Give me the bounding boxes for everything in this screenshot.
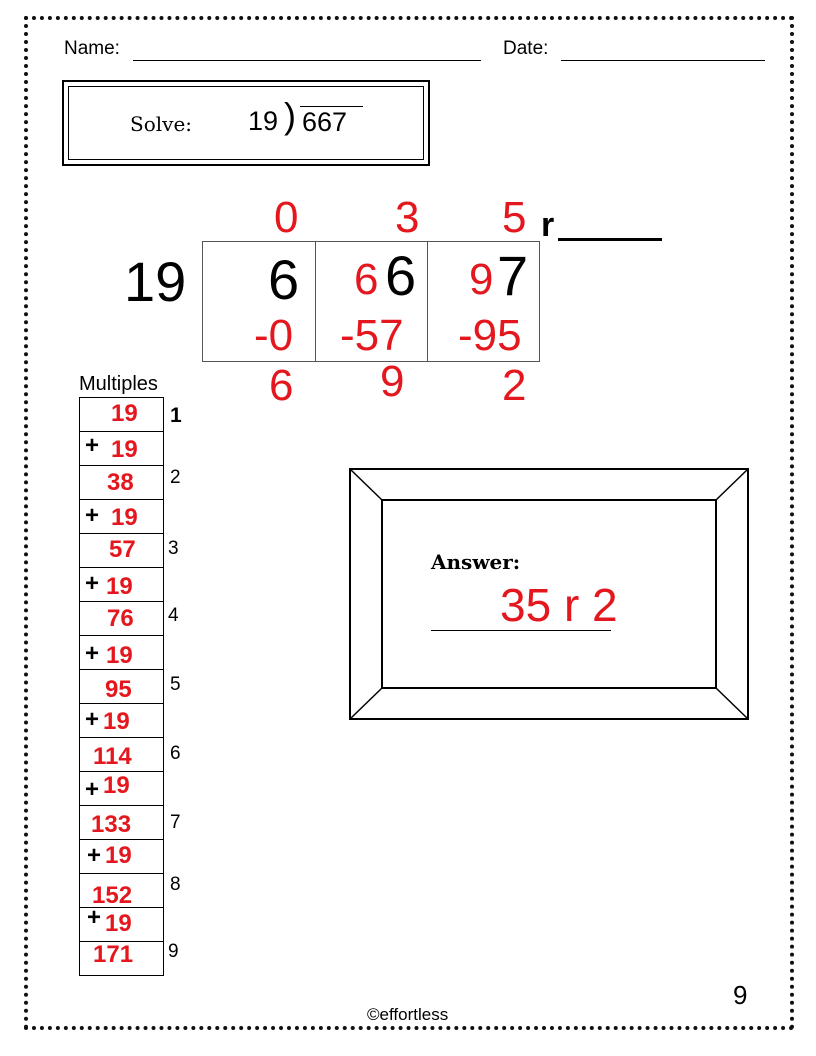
- name-label: Name:: [64, 38, 120, 59]
- add-value: 19: [106, 642, 133, 669]
- dividend-digit-1: 6: [268, 248, 300, 311]
- quotient-digit-1: 0: [274, 193, 299, 242]
- multiple-value: 76: [107, 605, 134, 632]
- plus-sign: +: [85, 706, 100, 733]
- add-value: 19: [111, 504, 138, 531]
- carried-digit-2: 6: [354, 255, 379, 304]
- copyright-text: ©effortless: [367, 1005, 449, 1024]
- add-value: 19: [106, 573, 133, 600]
- division-bracket: ): [284, 95, 296, 136]
- add-value: 19: [103, 772, 130, 799]
- add-value: 19: [105, 910, 132, 937]
- plus-sign: +: [87, 842, 102, 869]
- multiple-value: 133: [91, 811, 132, 838]
- name-field-line[interactable]: [133, 60, 481, 61]
- work-divisor: 19: [124, 250, 187, 313]
- multiple-count: 6: [170, 743, 181, 764]
- dividend-digit-3: 7: [497, 244, 529, 307]
- multiple-count: 7: [170, 812, 181, 833]
- add-value: 19: [105, 842, 132, 869]
- add-value: 19: [103, 708, 130, 735]
- solve-box-inner: [68, 86, 424, 160]
- multiple-count: 8: [170, 874, 181, 895]
- plus-sign: +: [85, 570, 100, 597]
- remainder-blank: [558, 238, 662, 241]
- quotient-digit-3: 5: [502, 193, 527, 242]
- plus-sign: +: [87, 904, 102, 931]
- page-number: 9: [733, 980, 748, 1010]
- carried-digit-3: 9: [469, 255, 494, 304]
- multiple-count: 1: [170, 404, 182, 427]
- difference-2: 9: [380, 357, 405, 406]
- answer-line: [431, 630, 611, 631]
- multiple-count: 5: [170, 674, 181, 695]
- add-value: 19: [111, 436, 138, 463]
- subtracted-1: -0: [254, 311, 294, 360]
- quotient-digit-2: 3: [395, 193, 420, 242]
- plus-sign: +: [85, 432, 100, 459]
- multiple-value: 38: [107, 469, 134, 496]
- remainder-label: r: [541, 206, 555, 244]
- solve-box: [62, 80, 430, 166]
- subtracted-3: -95: [458, 311, 522, 360]
- date-label: Date:: [503, 38, 549, 59]
- multiple-value: 152: [92, 882, 133, 909]
- difference-3: 2: [502, 361, 527, 410]
- multiple-value: 57: [109, 536, 136, 563]
- multiples-title: Multiples: [79, 373, 158, 395]
- solve-label: Solve:: [130, 112, 193, 136]
- solve-dividend: 667: [300, 106, 363, 138]
- multiple-value: 114: [93, 743, 132, 770]
- difference-1: 6: [269, 361, 294, 410]
- multiple-count: 2: [170, 467, 181, 488]
- multiple-value: 171: [93, 941, 134, 968]
- multiple-count: 4: [168, 605, 179, 626]
- answer-value: 35 r 2: [500, 579, 618, 631]
- answer-label: Answer:: [431, 550, 521, 574]
- multiple-count: 9: [168, 941, 179, 962]
- plus-sign: +: [85, 502, 100, 529]
- plus-sign: +: [85, 640, 100, 667]
- dividend-digit-2: 6: [385, 244, 417, 307]
- multiple-count: 3: [168, 538, 179, 559]
- subtracted-2: -57: [340, 311, 404, 360]
- solve-divisor: 19: [248, 106, 279, 136]
- multiple-value: 95: [105, 676, 132, 703]
- multiple-value: 19: [111, 400, 138, 427]
- date-field-line[interactable]: [561, 60, 765, 61]
- plus-sign: +: [85, 776, 100, 803]
